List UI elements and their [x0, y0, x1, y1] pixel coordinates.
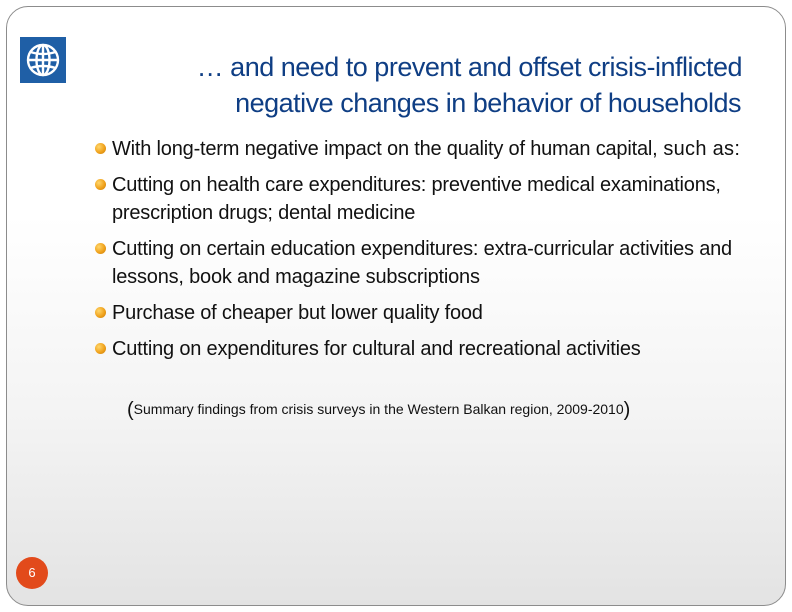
- bullet-text: Cutting on certain education expenditures: extra-curricular activities and lessons, book and magazine subscriptions: [112, 238, 732, 288]
- slide-number-badge: 6: [16, 557, 48, 589]
- bullet-item: [95, 135, 755, 163]
- bullet-item: [95, 171, 755, 227]
- source-open-paren: (: [127, 399, 134, 421]
- globe-icon: [20, 37, 66, 83]
- source-close-paren: ): [623, 399, 631, 421]
- bullet-text-main: With long-term negative impact on the quality of human capital,: [112, 138, 658, 160]
- bullet-list: [95, 135, 755, 371]
- bullet-item: [95, 235, 755, 291]
- slide-title-line-1: … and need to prevent and offset crisis-inflicted: [196, 52, 742, 82]
- bullet-dot-icon: [95, 343, 106, 354]
- bullet-dot-icon: [95, 179, 106, 190]
- bullet-text: Cutting on health care expenditures: preventive medical examinations, prescription drugs; dental medicine: [112, 174, 721, 224]
- source-note: [127, 399, 630, 422]
- slide: [6, 6, 786, 606]
- world-bank-globe-icon: [20, 37, 66, 83]
- bullet-dot-icon: [95, 243, 106, 254]
- bullet-item: [95, 299, 755, 327]
- bullet-text-tail: such as:: [657, 138, 741, 160]
- bullet-text: Cutting on expenditures for cultural and recreational activities: [112, 338, 641, 360]
- slide-title-line-2: negative changes in behavior of households: [235, 88, 741, 118]
- bullet-dot-icon: [95, 143, 106, 154]
- slide-title: [61, 49, 741, 121]
- bullet-dot-icon: [95, 307, 106, 318]
- bullet-item: [95, 335, 755, 363]
- bullet-text: Purchase of cheaper but lower quality food: [112, 302, 483, 324]
- source-text: Summary findings from crisis surveys in the Western Balkan region, 2009-2010: [133, 401, 624, 417]
